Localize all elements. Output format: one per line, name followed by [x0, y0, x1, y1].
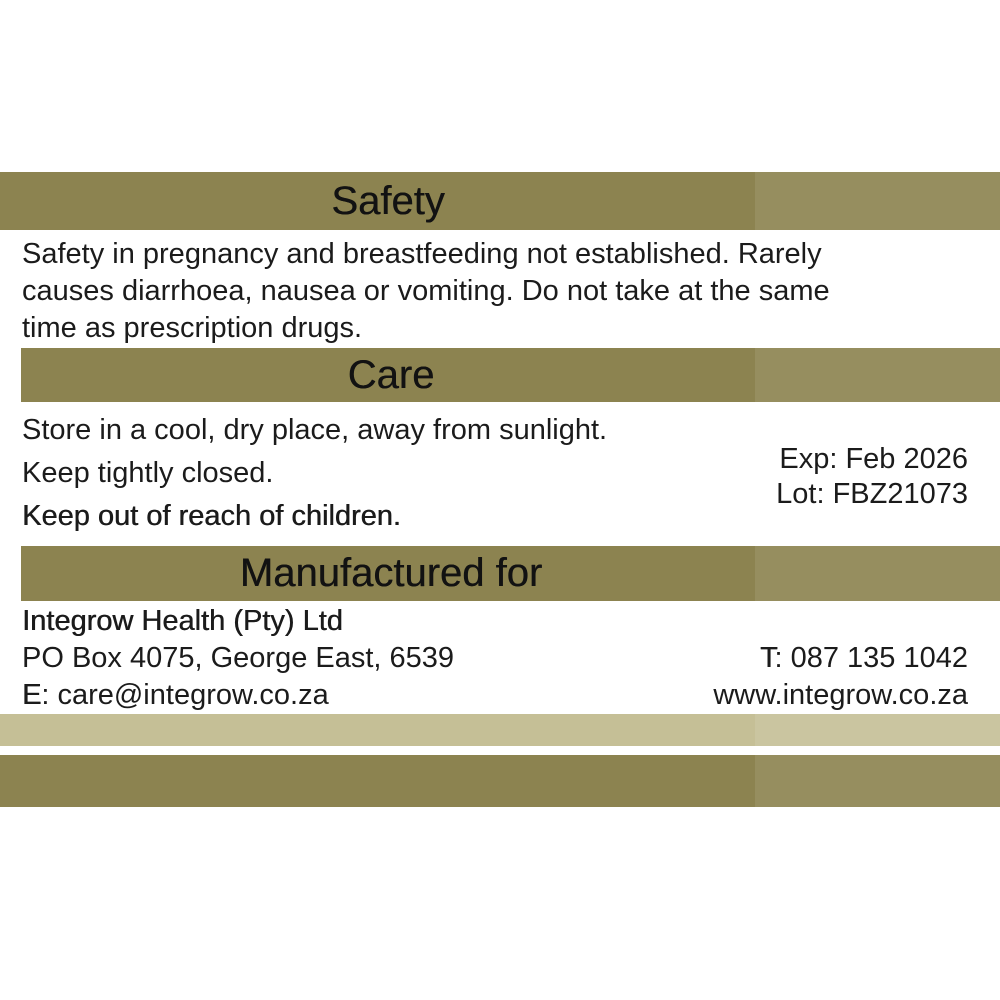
care-instruction-children: Keep out of reach of children. — [22, 500, 401, 532]
manufacturer-website: www.integrow.co.za — [713, 679, 968, 711]
safety-line-1: Safety in pregnancy and breastfeeding not established. Rarely — [22, 238, 822, 270]
expiry-date: Exp: Feb 2026 — [779, 443, 968, 475]
band-fold-shade — [755, 172, 1000, 230]
safety-paragraph — [22, 236, 830, 347]
band-fold-shade — [755, 546, 1000, 601]
safety-section-title: Safety — [331, 179, 445, 223]
manufactured-section-band — [21, 546, 1000, 601]
care-instruction-closed: Keep tightly closed. — [22, 457, 274, 489]
manufacturer-name: Integrow Health (Pty) Ltd — [22, 605, 343, 637]
lot-number: Lot: FBZ21073 — [776, 478, 968, 510]
band-fold-shade — [755, 348, 1000, 402]
manufacturer-email-line — [22, 680, 329, 711]
manufactured-section-title: Manufactured for — [239, 551, 543, 595]
bottom-pale-stripe — [0, 714, 1000, 746]
safety-line-2: causes diarrhoea, nausea or vomiting. Do not take at the same — [22, 275, 830, 307]
manufacturer-phone-line — [760, 643, 968, 674]
phone-number: : 087 135 1042 — [774, 642, 968, 674]
manufacturer-address: PO Box 4075, George East, 6539 — [22, 642, 455, 674]
care-instruction-store: Store in a cool, dry place, away from sunlight. — [22, 414, 608, 446]
safety-line-3: time as prescription drugs. — [22, 312, 363, 344]
safety-section-band — [0, 172, 1000, 230]
phone-prefix: T — [759, 642, 775, 674]
email-prefix: E — [22, 679, 42, 711]
bottom-olive-stripe — [0, 755, 1000, 807]
band-fold-shade — [755, 714, 1000, 746]
care-section-band — [21, 348, 1000, 402]
band-fold-shade — [755, 755, 1000, 807]
exp-lot-block — [776, 442, 968, 512]
care-section-title: Care — [347, 353, 435, 397]
email-address: : care@integrow.co.za — [41, 679, 329, 711]
